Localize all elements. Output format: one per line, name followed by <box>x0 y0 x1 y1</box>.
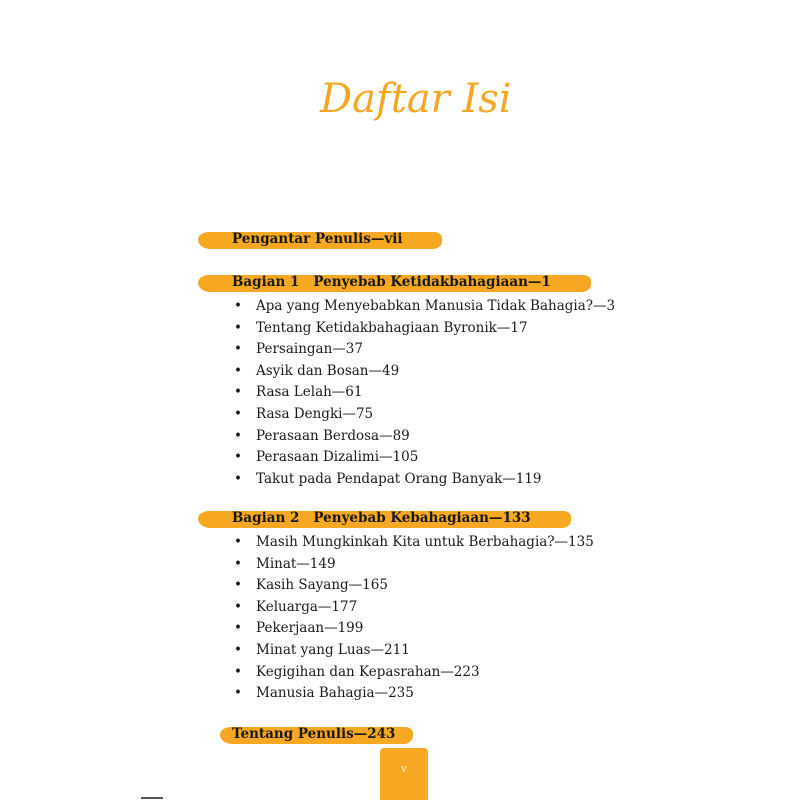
bullet-icon: • <box>234 534 242 550</box>
section-pengantar <box>198 228 442 250</box>
list-item-label: Asyik dan Bosan—49 <box>256 362 400 379</box>
list-item[interactable] <box>232 447 615 469</box>
bagian-2-label: Penyebab Kebahagiaan—133 <box>313 510 531 526</box>
list-item-label: Minat yang Luas—211 <box>256 641 410 658</box>
bagian-2-list <box>198 532 594 705</box>
section-bagian-1 <box>198 271 615 490</box>
pengantar-heading[interactable] <box>198 229 442 250</box>
list-item-label: Minat—149 <box>256 555 336 572</box>
section-bagian-2 <box>198 507 594 705</box>
bullet-icon: • <box>234 641 242 658</box>
list-item-label: Manusia Bahagia—235 <box>256 685 414 702</box>
list-item-label: Apa yang Menyebabkan Manusia Tidak Bahagia?—3 <box>256 298 616 314</box>
bagian-2-heading[interactable] <box>198 508 571 529</box>
page-number: v <box>401 764 407 775</box>
bagian-1-heading[interactable] <box>198 272 591 293</box>
bullet-icon: • <box>234 470 242 487</box>
bullet-icon: • <box>234 405 242 422</box>
bullet-icon: • <box>234 555 242 572</box>
list-item[interactable] <box>232 640 594 662</box>
page-title <box>300 60 520 140</box>
page-title-text: Daftar Isi <box>320 76 512 122</box>
list-item[interactable] <box>232 382 615 404</box>
list-item[interactable] <box>232 361 615 383</box>
list-item[interactable] <box>232 426 615 448</box>
bagian-1-number: Bagian 1 <box>232 274 300 290</box>
list-item[interactable] <box>232 597 594 619</box>
bullet-icon: • <box>234 449 242 466</box>
pengantar-label: Pengantar Penulis—vii <box>232 231 403 247</box>
list-item[interactable] <box>232 318 615 340</box>
bagian-2-number: Bagian 2 <box>232 510 300 526</box>
list-item[interactable] <box>232 404 615 426</box>
bullet-icon: • <box>234 384 242 401</box>
list-item-label: Tentang Ketidakbahagiaan Byronik—17 <box>256 319 528 336</box>
bullet-icon: • <box>234 341 242 358</box>
bagian-1-list <box>198 296 615 490</box>
tentang-label: Tentang Penulis—243 <box>232 726 396 742</box>
list-item[interactable] <box>232 662 594 684</box>
page-title-script <box>300 60 520 140</box>
list-item-label: Rasa Dengki—75 <box>256 405 374 422</box>
list-item-label: Kasih Sayang—165 <box>256 577 388 594</box>
bullet-icon: • <box>234 577 242 594</box>
list-item[interactable] <box>232 554 594 576</box>
list-item-label: Rasa Lelah—61 <box>256 384 363 401</box>
bagian-1-label: Penyebab Ketidakbahagiaan—1 <box>313 274 551 290</box>
bullet-icon: • <box>234 685 242 702</box>
list-item[interactable] <box>232 532 594 554</box>
list-item-label: Perasaan Berdosa—89 <box>256 427 410 444</box>
page-number-tab <box>380 748 428 800</box>
list-item-label: Persaingan—37 <box>256 341 363 358</box>
list-item-label: Perasaan Dizalimi—105 <box>256 449 419 466</box>
list-item[interactable] <box>232 618 594 640</box>
bullet-icon: • <box>234 598 242 615</box>
list-item-label: Pekerjaan—199 <box>256 620 364 637</box>
section-tentang-penulis <box>220 723 413 745</box>
list-item[interactable] <box>232 296 615 318</box>
list-item[interactable] <box>232 469 615 491</box>
bullet-icon: • <box>234 298 242 314</box>
list-item-label: Masih Mungkinkah Kita untuk Berbahagia?—135 <box>256 534 594 550</box>
bullet-icon: • <box>234 427 242 444</box>
bullet-icon: • <box>234 620 242 637</box>
list-item-label: Kegigihan dan Kepasrahan—223 <box>256 663 480 680</box>
list-item[interactable] <box>232 683 594 705</box>
tentang-heading[interactable] <box>220 724 413 745</box>
list-item-label: Keluarga—177 <box>256 598 358 615</box>
bullet-icon: • <box>234 663 242 680</box>
list-item-label: Takut pada Pendapat Orang Banyak—119 <box>256 470 542 487</box>
list-item[interactable] <box>232 575 594 597</box>
bullet-icon: • <box>234 362 242 379</box>
list-item[interactable] <box>232 339 615 361</box>
corner-rule <box>141 797 163 799</box>
bullet-icon: • <box>234 319 242 336</box>
